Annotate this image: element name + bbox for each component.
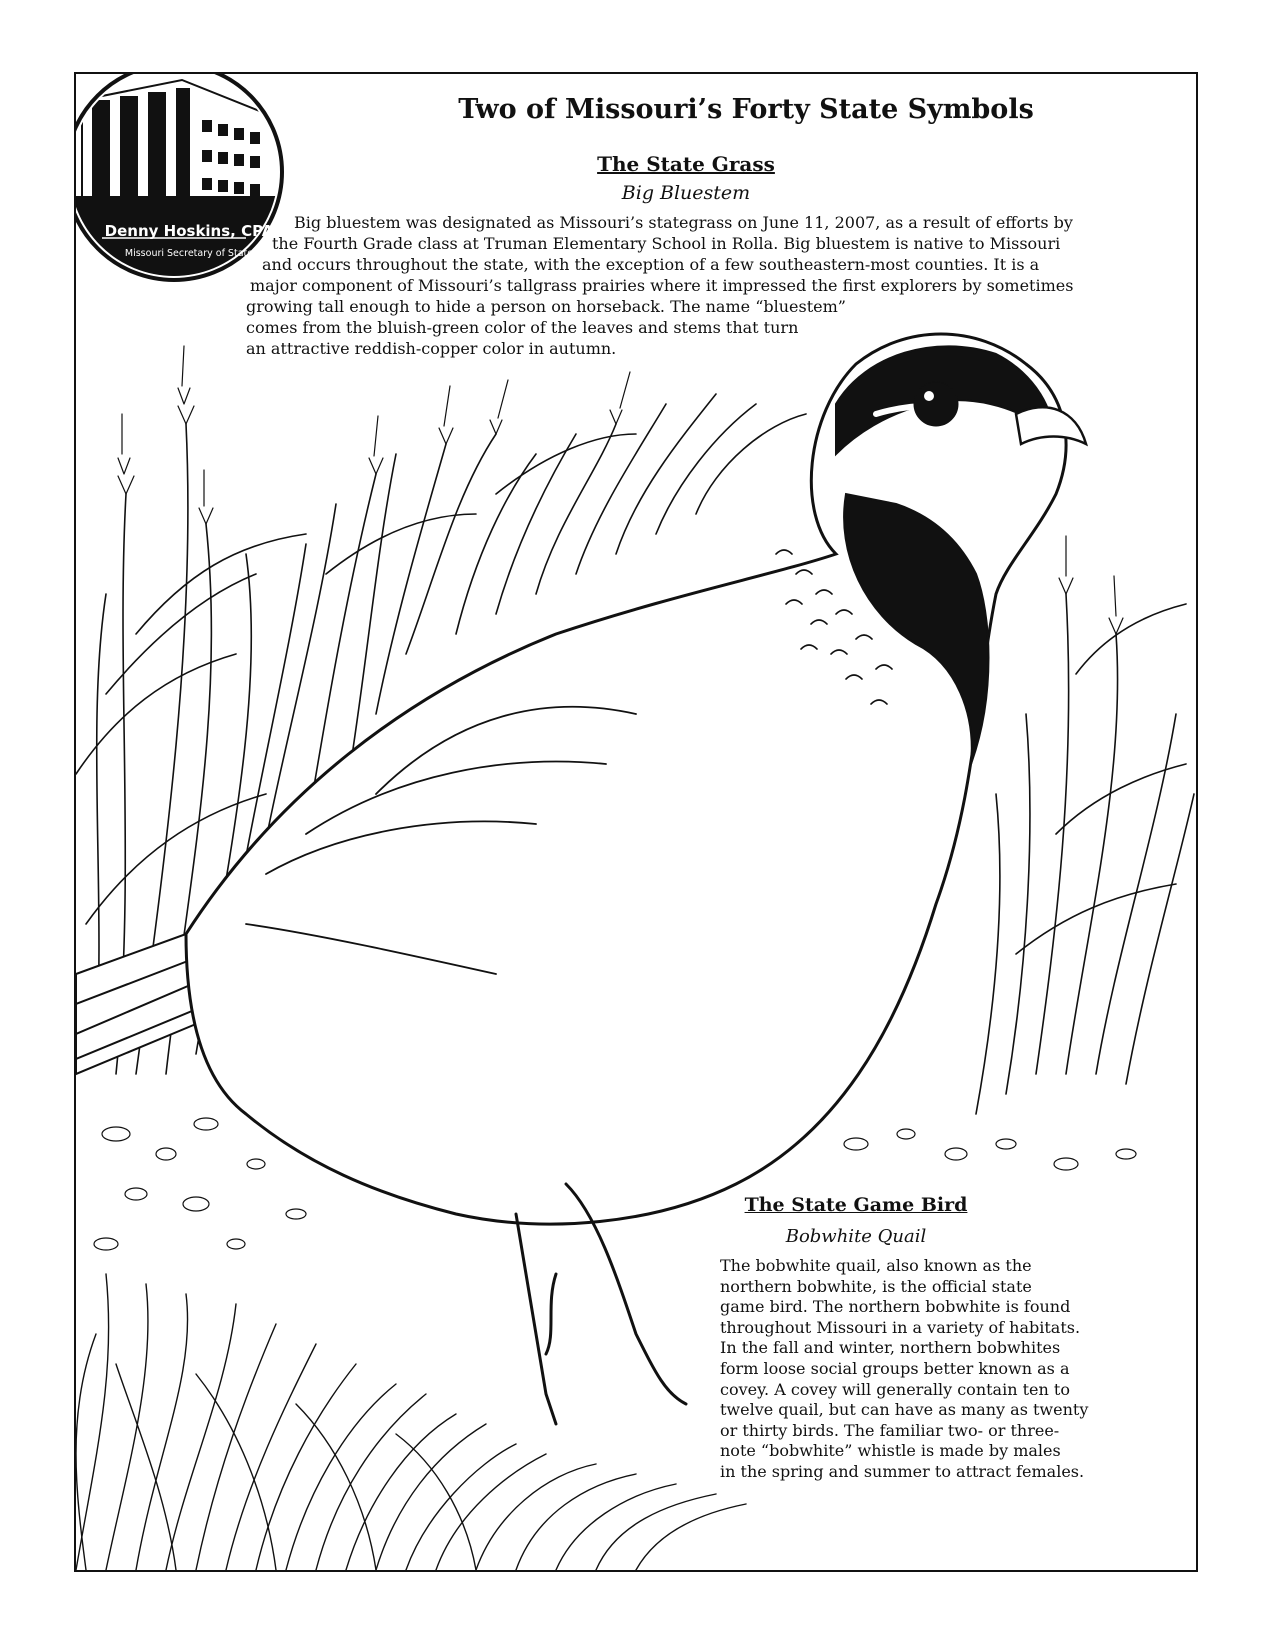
bird-line: northern bobwhite, is the official state bbox=[720, 1276, 1032, 1296]
bird-line: form loose social groups better known as a bbox=[720, 1358, 1070, 1378]
seal-name: Denny Hoskins, CPA bbox=[104, 222, 274, 240]
page-title: Two of Missouri’s Forty State Symbols bbox=[458, 94, 1034, 125]
bird-line: note “bobwhite” whistle is made by males bbox=[720, 1441, 1061, 1461]
bird-line: throughout Missouri in a variety of habitats. bbox=[720, 1317, 1081, 1337]
bird-line: twelve quail, but can have as many as twenty bbox=[720, 1400, 1089, 1420]
grass-line: comes from the bluish-green color of the leaves and stems that turn bbox=[246, 318, 799, 337]
grass-line: growing tall enough to hide a person on horseback. The name “bluestem” bbox=[246, 297, 846, 316]
bird-line: game bird. The northern bobwhite is found bbox=[720, 1297, 1071, 1317]
bird-description bbox=[720, 1256, 1140, 1483]
bird-name: Bobwhite Quail bbox=[785, 1226, 927, 1247]
grass-line: an attractive reddish-copper color in autumn. bbox=[246, 339, 617, 358]
foreground-grass bbox=[76, 1274, 746, 1570]
bird-line: In the fall and winter, northern bobwhites bbox=[720, 1338, 1061, 1358]
grass-line: the Fourth Grade class at Truman Elementary School in Rolla. Big bluestem is native to Missouri bbox=[272, 234, 1061, 253]
seal-office: Missouri Secretary of State bbox=[124, 248, 254, 259]
quail-body bbox=[186, 334, 1066, 1224]
bird-heading: The State Game Bird bbox=[744, 1194, 968, 1216]
bird-line: or thirty birds. The familiar two- or three- bbox=[720, 1420, 1060, 1440]
bird-line: The bobwhite quail, also known as the bbox=[720, 1256, 1032, 1275]
page-frame bbox=[74, 72, 1198, 1572]
grass-name: Big Bluestem bbox=[621, 182, 751, 204]
bird-line: covey. A covey will generally contain ten to bbox=[720, 1379, 1070, 1399]
grass-line: major component of Missouri’s tallgrass prairies where it impressed the first explorers by sometimes bbox=[250, 276, 1074, 295]
grass-heading: The State Grass bbox=[597, 152, 775, 176]
grass-line: and occurs throughout the state, with the exception of a few southeastern-most counties. It is a bbox=[262, 255, 1040, 274]
grass-description bbox=[246, 212, 1126, 359]
quail-eye bbox=[914, 382, 958, 426]
grass-line: Big bluestem was designated as Missouri’s stategrass on June 11, 2007, as a result of efforts by bbox=[294, 213, 1073, 232]
bird-line: in the spring and summer to attract females. bbox=[720, 1461, 1085, 1481]
